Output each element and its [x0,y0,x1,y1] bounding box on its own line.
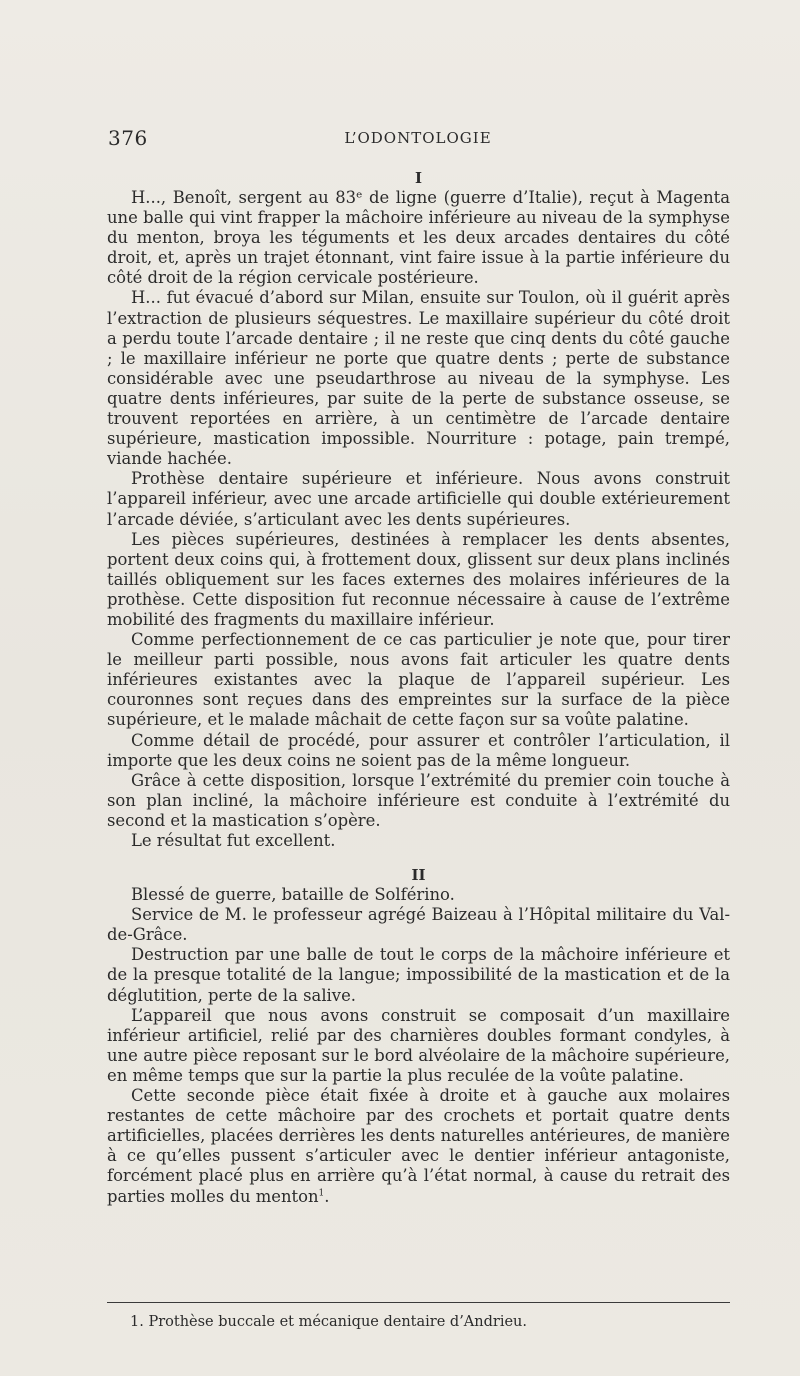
page-header [108,126,728,156]
section-one [107,168,730,851]
page-number: 376 [108,126,148,150]
paragraph-last: Cette seconde pièce était fixée à droite et à gauche aux molaires restantes de cette mâchoire par des crochets et portait quatre dents artificielles, placées derrières les dents naturelles antérieures, de manière à ce qu’elles pussent s’articuler avec le dentier inférieur antagoniste, forcément placé plus en arrière qu’à l’état normal, à cause du retrait des parties molles du menton$^1$. [107,1086,730,1206]
running-title: L’ODONTOLOGIE [344,129,492,147]
paragraph: Prothèse dentaire supérieure et inférieure. Nous avons construit l’appareil inférieur, avec une arcade artificielle qui double extérieurement l’arcade déviée, s’articulant avec les dents supérieures. [107,469,730,529]
footnote: 1. Prothèse buccale et mécanique dentaire d’Andrieu. [130,1314,527,1330]
paragraph: Grâce à cette disposition, lorsque l’extrémité du premier coin touche à son plan incliné, la mâchoire inférieure est conduite à l’extrémité du second et la mastication s’opère. [107,770,730,830]
paragraph: Comme perfectionnement de ce cas particulier je note que, pour tirer le meilleur parti possible, nous avons fait articuler les quatre dents inférieures existantes avec la plaque de l’appareil supérieur. Les couronnes sont reçues dans des empreintes sur la surface de la pièce supérieure, et le malade mâchait de cette façon sur sa voûte palatine. [107,630,730,730]
paragraph: Le résultat fut excellent. [131,831,336,850]
paragraph: Blessé de guerre, bataille de Solférino. [131,885,455,905]
paragraph: Les pièces supérieures, destinées à remplacer les dents absentes, portent deux coins qui, à frottement doux, glissent sur deux plans inclinés taillés obliquement sur les faces externes des molaires inférieures de la prothèse. Cette disposition fut reconnue nécessaire à cause de l’extrême mobilité des fragments du maxillaire inférieur. [107,529,730,629]
footnote-divider [107,1302,730,1303]
paragraph: H... fut évacué d’abord sur Milan, ensuite sur Toulon, où il guérit après l’extraction de plusieurs séquestres. Le maxillaire supérieur du côté droit a perdu toute l’arcade dentaire ; il ne reste que cinq dents du côté gauche ; le maxillaire inférieur ne porte que quatre dents ; perte de substance considérable avec une pseudarthrose au niveau de la symphyse. Les quatre dents inférieures, par suite de la perte de substance osseuse, se trouvent reportées en arrière, à un centimètre de l’arcade dentaire supérieure, mastication impossible. Nourriture : potage, pain trempé, viande hachée. [107,288,730,469]
footnote-reference: 1 [318,1188,325,1199]
paragraph: H..., Benoît, sergent au 83ᵉ de ligne (guerre d’Italie), reçut à Magenta une balle qui vint frapper la mâchoire inférieure au niveau de la symphyse du menton, broya les téguments et les deux arcades dentaires du côté droit, et, après un trajet étonnant, vint faire issue à la partie inférieure du côté droit de la région cervicale postérieure. [107,188,730,288]
paragraph: Service de M. le professeur agrégé Baizeau à l’Hôpital militaire du Val-de-Grâce. [107,905,730,945]
paragraph-text: Cette seconde pièce était fixée à droite et à gauche aux molaires restantes de cette mâchoire par des crochets et portait quatre dents artificielles, placées derrières les dents naturelles antérieures, de manière à ce qu’elles pussent s’articuler avec le dentier inférieur antagoniste, forcément placé plus en arrière qu’à l’état normal, à cause du retrait des parties molles du menton [107,1086,730,1206]
paragraph: L’appareil que nous avons construit se composait d’un maxillaire inférieur artificiel, relié par des charnières doubles formant condyles, à une autre pièce reposant sur le bord alvéolaire de la mâchoire supérieure, en même temps que sur la partie la plus reculée de la voûte palatine. [107,1005,730,1085]
body-text [107,168,730,1207]
section-two [107,865,730,1207]
section-heading: II [411,866,426,885]
section-heading: I [414,169,423,187]
paragraph: Comme détail de procédé, pour assurer et contrôler l’articulation, il importe que les deux coins ne soient pas de la même longueur. [107,730,730,770]
paragraph: Destruction par une balle de tout le corps de la mâchoire inférieure et de la presque totalité de la langue; impossibilité de la mastication et de la déglutition, perte de la salive. [107,945,730,1005]
